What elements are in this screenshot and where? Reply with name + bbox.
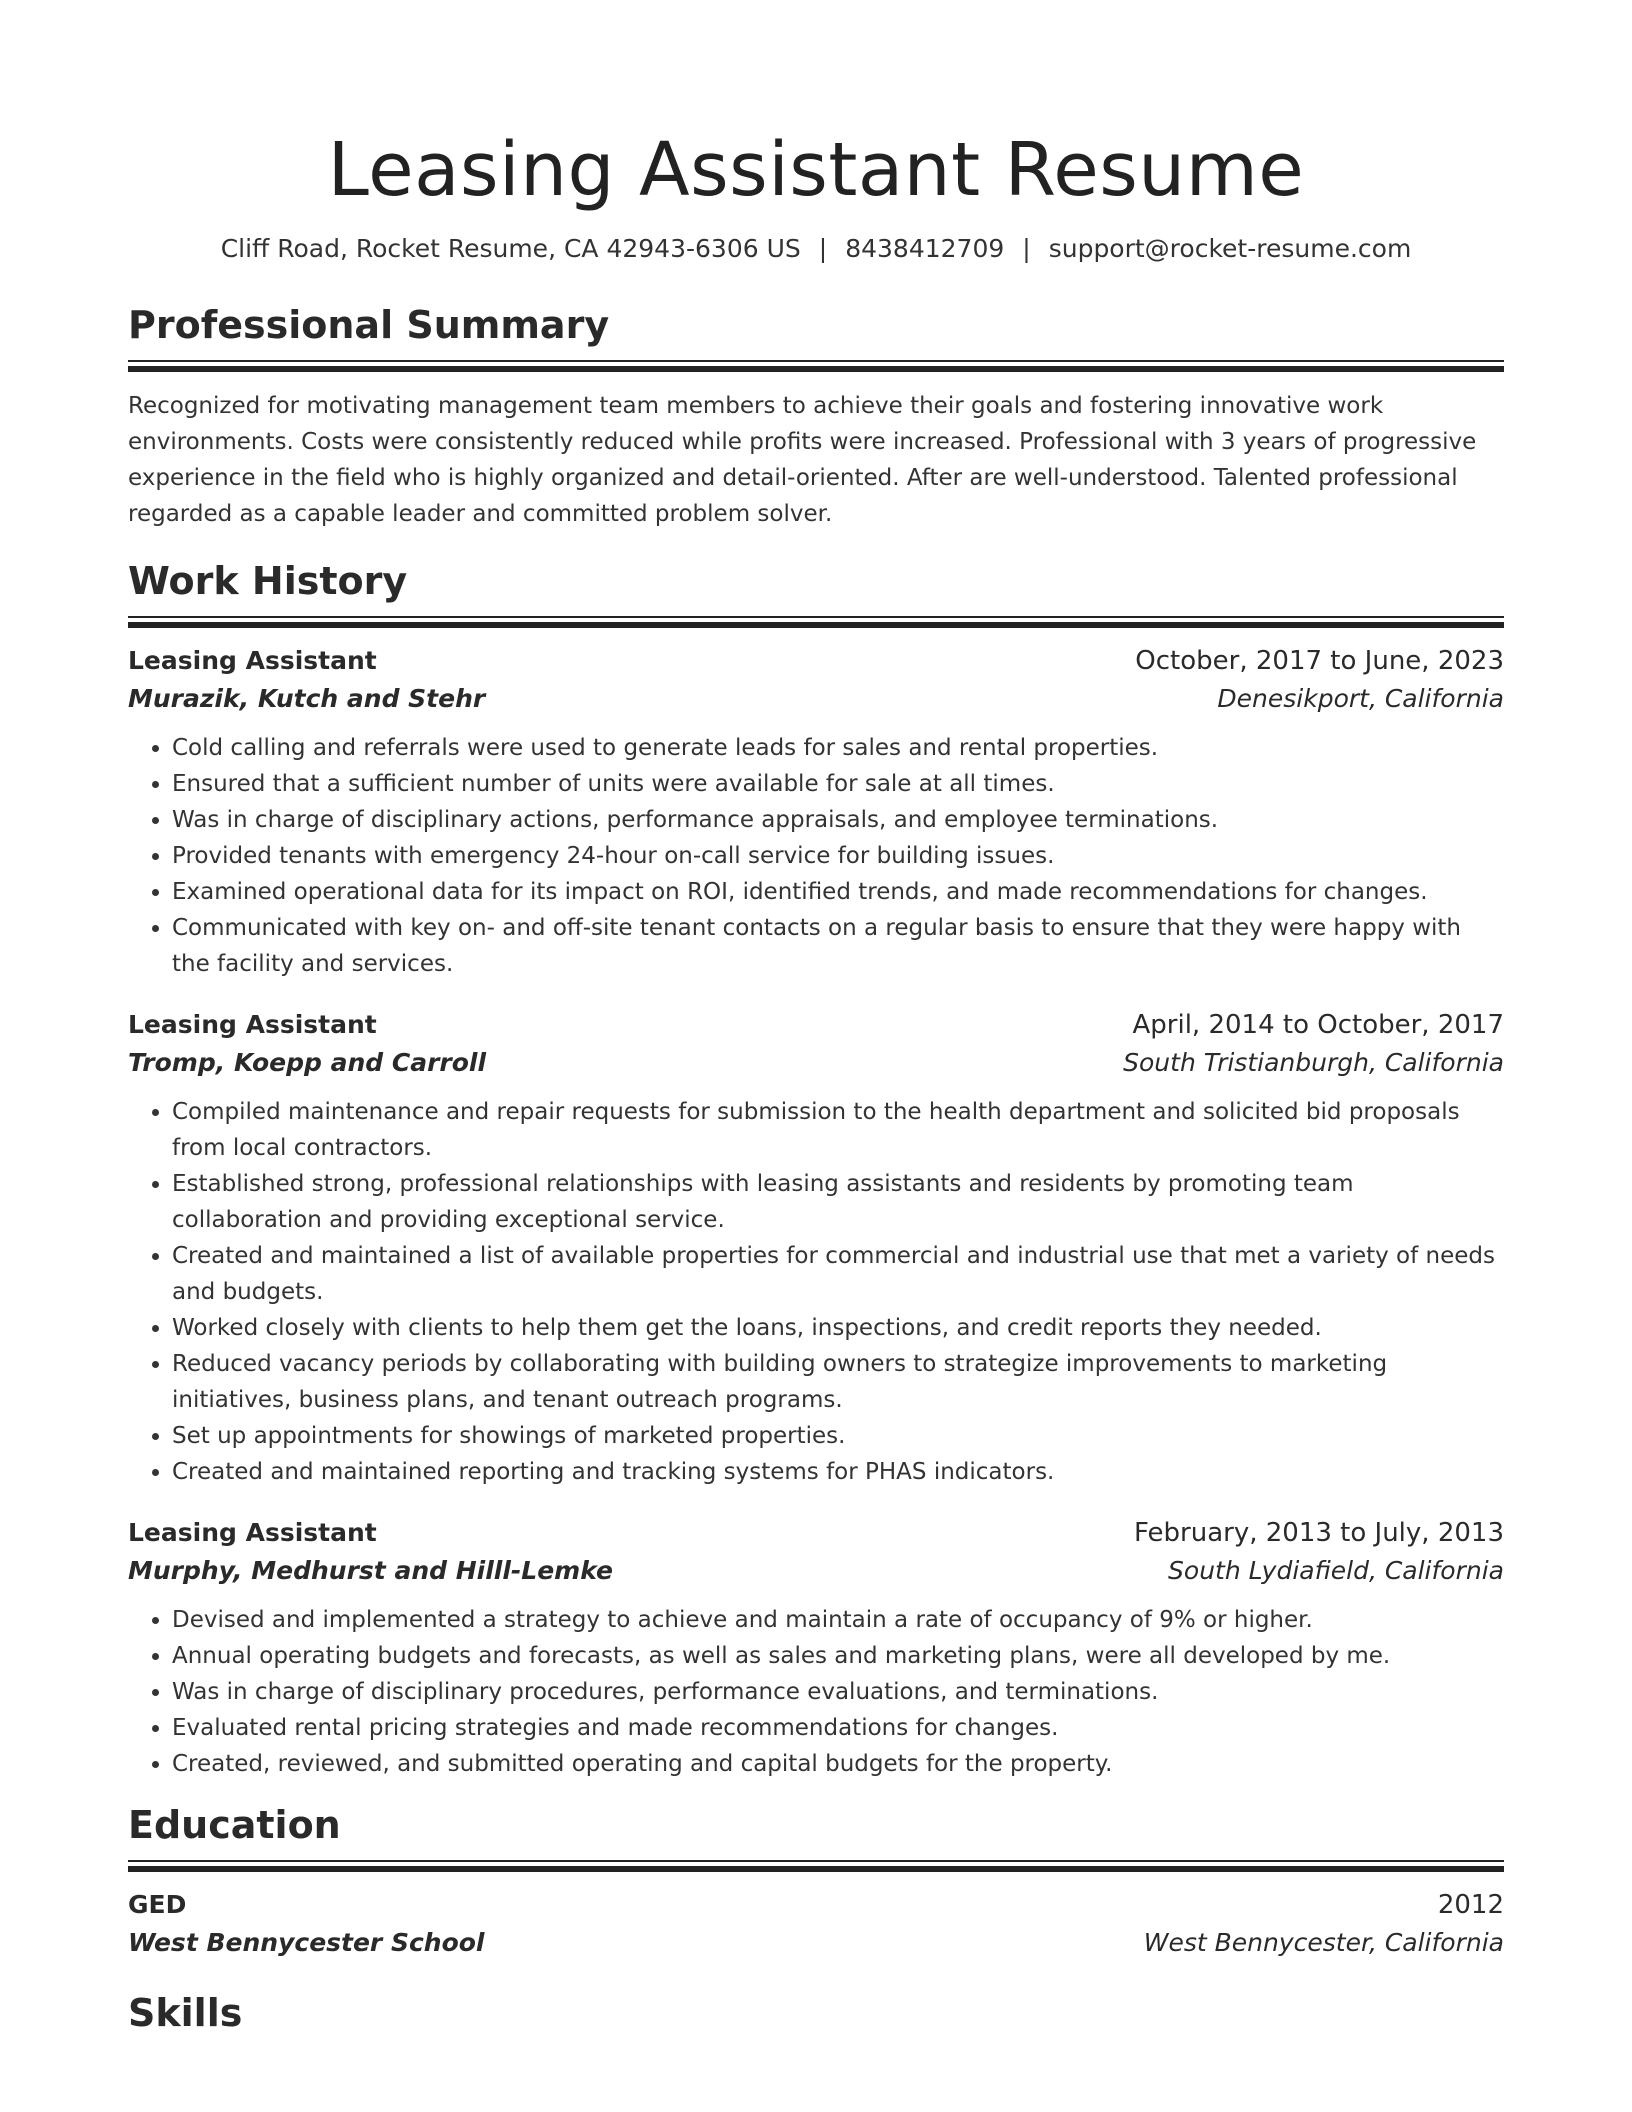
job-company: Murphy, Medhurst and Hilll-Lemke bbox=[128, 1556, 613, 1585]
job-location: South Tristianburgh, California bbox=[1123, 1048, 1504, 1077]
summary-text: Recognized for motivating management team members to achieve their goals and fostering innovative work environments. Costs were consistently reduced while profits were increased. Professional with 3 years of progressive experience in the field who is highly organized and detail-oriented. After are well-understood. Talented professional regarded as a capable leader and committed problem solver. bbox=[128, 393, 1477, 527]
job-entry bbox=[128, 1006, 1504, 1490]
section-divider bbox=[128, 1860, 1504, 1872]
job-bullet: • Was in charge of disciplinary actions, performance appraisals, and employee terminations. bbox=[172, 802, 1504, 838]
resume-title: Leasing Assistant Resume bbox=[327, 127, 1305, 213]
job-bullet: • Reduced vacancy periods by collaborating with building owners to strategize improvements to marketing initiatives, business plans, and tenant outreach programs. bbox=[172, 1346, 1504, 1418]
section-divider bbox=[128, 616, 1504, 628]
education-location: West Bennycester, California bbox=[1143, 1928, 1504, 1957]
resume-page bbox=[128, 0, 1504, 2038]
job-bullet: • Evaluated rental pricing strategies and made recommendations for changes. bbox=[172, 1710, 1504, 1746]
education-section bbox=[128, 1800, 1504, 1962]
job-entry bbox=[128, 1514, 1504, 1782]
job-bullets bbox=[128, 730, 1504, 982]
contact-line bbox=[128, 232, 1504, 266]
job-dates: February, 2013 to July, 2013 bbox=[1134, 1518, 1504, 1548]
job-title: Leasing Assistant bbox=[128, 1518, 377, 1547]
job-company: Murazik, Kutch and Stehr bbox=[128, 684, 486, 713]
education-heading: Education bbox=[128, 1803, 341, 1847]
job-bullet: • Annual operating budgets and forecasts, as well as sales and marketing plans, were all developed by me. bbox=[172, 1638, 1504, 1674]
job-title: Leasing Assistant bbox=[128, 646, 377, 675]
education-school: West Bennycester School bbox=[128, 1928, 485, 1957]
work-history-heading: Work History bbox=[128, 559, 408, 603]
job-company: Tromp, Koepp and Carroll bbox=[128, 1048, 487, 1077]
contact-address: Cliff Road, Rocket Resume, CA 42943-6306 US bbox=[220, 234, 801, 263]
job-bullet: • Created and maintained reporting and tracking systems for PHAS indicators. bbox=[172, 1454, 1504, 1490]
job-bullet: • Established strong, professional relationships with leasing assistants and residents by promoting team collaboration and providing exceptional service. bbox=[172, 1166, 1504, 1238]
job-bullet: • Ensured that a sufficient number of units were available for sale at all times. bbox=[172, 766, 1504, 802]
summary-heading: Professional Summary bbox=[128, 303, 610, 347]
job-bullet: • Devised and implemented a strategy to achieve and maintain a rate of occupancy of 9% or higher. bbox=[172, 1602, 1504, 1638]
job-bullet: • Compiled maintenance and repair requests for submission to the health department and solicited bid proposals from local contractors. bbox=[172, 1094, 1504, 1166]
job-bullet: • Cold calling and referrals were used to generate leads for sales and rental properties. bbox=[172, 730, 1504, 766]
job-bullet: • Provided tenants with emergency 24-hour on-call service for building issues. bbox=[172, 838, 1504, 874]
education-year: 2012 bbox=[1437, 1890, 1504, 1920]
job-bullet: • Worked closely with clients to help them get the loans, inspections, and credit reports they needed. bbox=[172, 1310, 1504, 1346]
job-location: Denesikport, California bbox=[1217, 684, 1504, 713]
job-title: Leasing Assistant bbox=[128, 1010, 377, 1039]
skills-section bbox=[128, 1988, 1504, 2038]
job-bullet: • Created, reviewed, and submitted operating and capital budgets for the property. bbox=[172, 1746, 1504, 1782]
contact-phone: 8438412709 bbox=[845, 234, 1005, 263]
job-bullet: • Communicated with key on- and off-site tenant contacts on a regular basis to ensure that they were happy with the facility and services. bbox=[172, 910, 1504, 982]
job-bullet: • Examined operational data for its impact on ROI, identified trends, and made recommendations for changes. bbox=[172, 874, 1504, 910]
work-history-section bbox=[128, 556, 1504, 1782]
job-bullets bbox=[128, 1094, 1504, 1490]
job-bullet: • Created and maintained a list of available properties for commercial and industrial use that met a variety of needs and budgets. bbox=[172, 1238, 1504, 1310]
job-dates: April, 2014 to October, 2017 bbox=[1132, 1010, 1504, 1040]
job-bullets bbox=[128, 1602, 1504, 1782]
job-bullet: • Was in charge of disciplinary procedures, performance evaluations, and terminations. bbox=[172, 1674, 1504, 1710]
skills-heading: Skills bbox=[128, 1991, 243, 2035]
contact-email: support@rocket-resume.com bbox=[1048, 234, 1412, 263]
education-degree: GED bbox=[128, 1890, 187, 1919]
job-entry bbox=[128, 642, 1504, 982]
contact-separator: | bbox=[818, 234, 828, 263]
job-dates: October, 2017 to June, 2023 bbox=[1135, 646, 1504, 676]
contact-separator: | bbox=[1022, 234, 1031, 263]
job-bullet: • Set up appointments for showings of marketed properties. bbox=[172, 1418, 1504, 1454]
summary-section bbox=[128, 300, 1504, 532]
section-divider bbox=[128, 360, 1504, 372]
job-location: South Lydiafield, California bbox=[1168, 1556, 1504, 1585]
